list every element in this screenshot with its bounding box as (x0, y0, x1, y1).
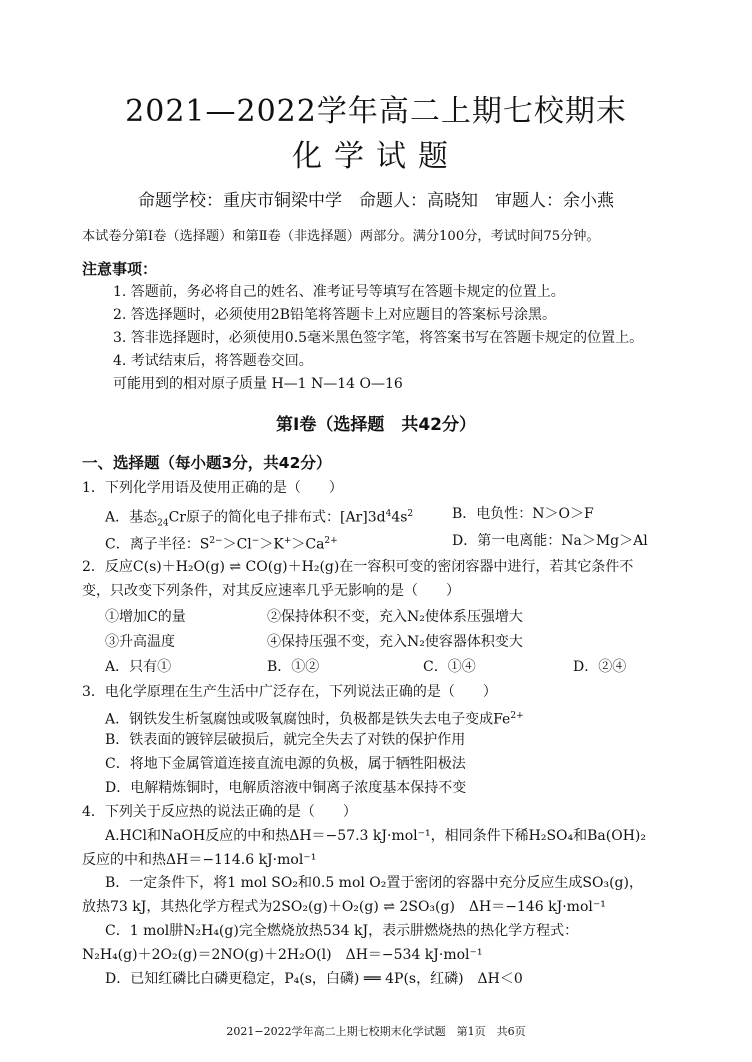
q3-option-c: C．将地下金属管道连接直流电源的负极，属于牺牲阳极法 (105, 756, 466, 772)
q2-condition-3: ③升高温度 (105, 634, 175, 650)
q1-stem: 1．下列化学用语及使用正确的是（ ） (82, 480, 343, 496)
q3-option-a: A．钢铁发生析氢腐蚀或吸氧腐蚀时，负极都是铁失去电子变成$Fe^{2+}$ (105, 711, 524, 728)
note-item-2: 2. 答选择题时，必须使用2B铅笔将答题卡上对应题目的答案标号涂黑。 (113, 307, 557, 323)
q4-option-c-line-2: N₂H₄(g)＋2O₂(g)＝2NO(g)＋2H₂O(l) ΔH＝−534 kJ·mol⁻¹ (82, 947, 483, 963)
exam-title: 2021—2022学年高二上期七校期末 (125, 94, 627, 129)
atomic-mass: 可能用到的相对原子质量 H—1 N—14 O—16 (113, 376, 403, 392)
exam-subtitle: 化学试题 (292, 139, 460, 174)
q2-option-d: D．②④ (573, 659, 627, 675)
note-item-3: 3. 答非选择题时，必须使用0.5毫米黑色签字笔，将答案书写在答题卡规定的位置上。 (113, 330, 644, 346)
section-heading: 一、选择题（每小题3分，共42分） (82, 454, 332, 472)
q2-condition-2: ②保持体积不变，充入N₂使体系压强增大 (267, 609, 523, 625)
q2-condition-4: ④保持压强不变，充入N₂使容器体积变大 (267, 634, 523, 650)
q2-condition-1: ①增加C的量 (105, 609, 186, 625)
q2-line-1: 2．反应C(s)＋H₂O(g) ⇌ CO(g)＋H₂(g)在一容积可变的密闭容器中进行，若其它条件不 (82, 559, 634, 575)
intro-text: 本试卷分第Ⅰ卷（选择题）和第Ⅱ卷（非选择题）两部分。满分100分，考试时间75分钟。 (82, 229, 600, 244)
q2-option-c: C．①④ (423, 659, 476, 675)
credits: 命题学校：重庆市铜梁中学 命题人：高晓知 审题人：余小燕 (138, 191, 614, 211)
q4-option-a-line-1: A.HCl和NaOH反应的中和热ΔH＝−57.3 kJ·mol⁻¹，相同条件下稀H₂SO₄和Ba(OH)₂ (105, 828, 647, 844)
q1-option-a: A．基态$_{24}$Cr原子的简化电子排布式：$[Ar]3d^44s^2$ (105, 509, 414, 529)
note-item-4: 4. 考试结束后，将答题卷交回。 (113, 353, 313, 369)
q4-stem: 4．下列关于反应热的说法正确的是（ ） (82, 804, 357, 820)
q1-option-d: D．第一电离能：Na＞Mg＞Al (452, 533, 648, 549)
q3-option-b: B．铁表面的镀锌层破损后，就完全失去了对铁的保护作用 (105, 732, 466, 748)
note-item-1: 1. 答题前，务必将自己的姓名、准考证号等填写在答题卡规定的位置上。 (113, 284, 565, 300)
page-footer: 2021−2022学年高二上期七校期末化学试题 第1页 共6页 (226, 1025, 526, 1038)
part1-heading: 第Ⅰ卷（选择题 共42分） (276, 415, 476, 435)
q4-option-c-line-1: C．1 mol肼N₂H₄(g)完全燃烧放热534 kJ，表示肼燃烧热的热化学方程式： (105, 923, 579, 939)
notes-heading: 注意事项： (82, 260, 158, 278)
q1-option-c: C．离子半径：$S^{2-}>Cl^->K^+>Ca^{2+}$ (105, 536, 338, 553)
q2-line-2: 变，只改变下列条件，对其反应速率几乎无影响的是（ ） (82, 583, 460, 599)
q2-option-a: A．只有① (105, 659, 172, 675)
q4-option-b-line-1: B．一定条件下，将1 mol SO₂和0.5 mol O₂置于密闭的容器中充分反应生成SO₃(g)， (105, 875, 643, 891)
q3-stem: 3．电化学原理在生产生活中广泛存在，下列说法正确的是（ ） (82, 684, 497, 700)
q4-option-d: D．已知红磷比白磷更稳定，P₄(s，白磷) ══ 4P(s，红磷) ΔH＜0 (105, 971, 523, 987)
q4-option-a-line-2: 反应的中和热ΔH＝−114.6 kJ·mol⁻¹ (82, 852, 317, 868)
q1-option-b: B．电负性：N＞O＞F (452, 506, 594, 522)
q3-option-d: D．电解精炼铜时，电解质溶液中铜离子浓度基本保持不变 (105, 780, 467, 796)
q4-option-b-line-2: 放热73 kJ，其热化学方程式为2SO₂(g)＋O₂(g) ⇌ 2SO₃(g) ΔH＝−146 kJ·mol⁻¹ (82, 899, 606, 915)
q2-option-b: B．①② (267, 659, 320, 675)
